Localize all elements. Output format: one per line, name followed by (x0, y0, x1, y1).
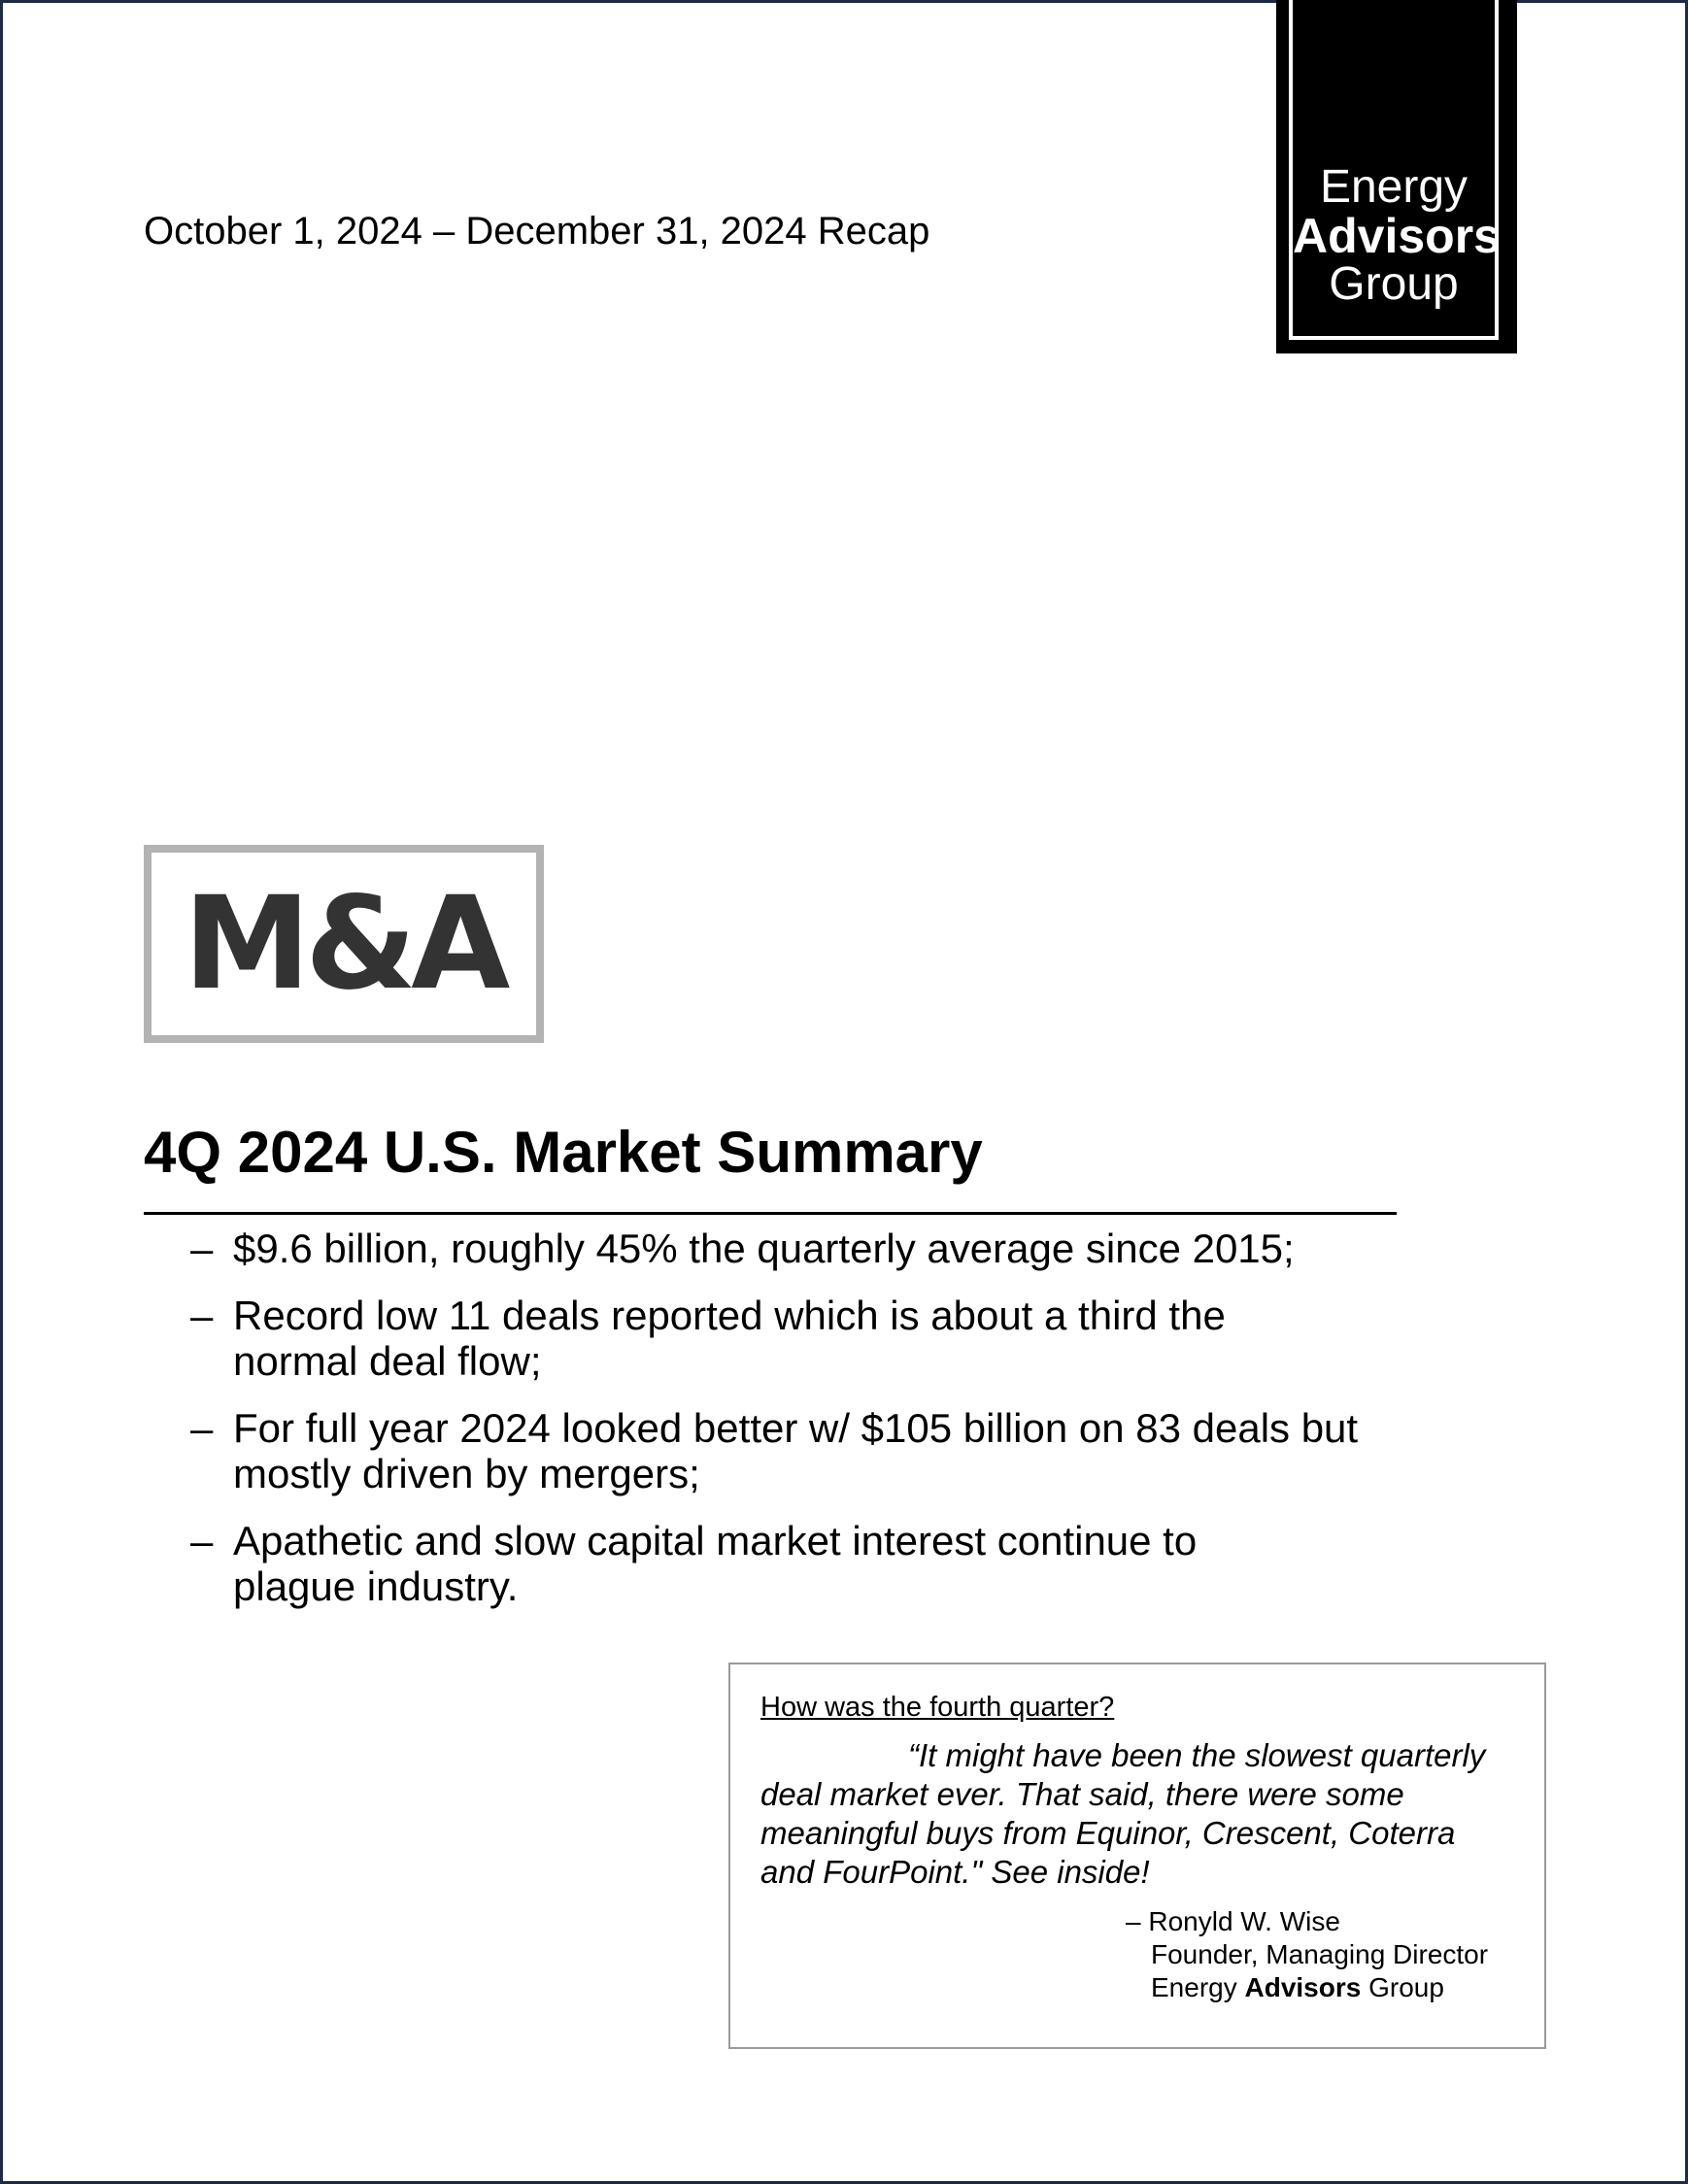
bullet-text: Apathetic and slow capital market interest continue to plague industry. (233, 1518, 1198, 1609)
bullet-text: For full year 2024 looked better w/ $105 billion on 83 deals but mostly driven by mergers; (233, 1405, 1359, 1496)
bullet-dash: – (190, 1518, 214, 1563)
bullet-dash: – (190, 1293, 214, 1338)
quote-author: – Ronyld W. Wise (1126, 1906, 1340, 1936)
logo-line-group: Group (1329, 258, 1459, 310)
mna-badge-text: M&A (183, 869, 505, 1019)
summary-bullets (190, 1220, 1453, 1630)
logo-line-advisors: Advisors (1293, 209, 1501, 263)
title-underline (144, 1212, 1397, 1215)
quote-attribution (1126, 1905, 1515, 2004)
quote-org-prefix: Energy (1151, 1972, 1245, 2002)
bullet-dash: – (190, 1405, 214, 1451)
bullet-item (190, 1226, 1350, 1271)
mna-badge (144, 845, 544, 1043)
quote-org (1126, 1971, 1515, 2004)
quote-text: “It might have been the slowest quarterly deal market ever. That said, there were some meaningful buys from Equinor, Crescent, Coterra and FourPoint." See inside! (760, 1737, 1486, 1890)
bullet-dash: – (190, 1226, 214, 1271)
bullet-item (190, 1518, 1301, 1609)
bullet-item (190, 1293, 1321, 1384)
company-logo (1276, 0, 1517, 353)
bullet-item (190, 1405, 1447, 1496)
quote-role: Founder, Managing Director (1151, 1939, 1489, 1969)
quote-question: How was the fourth quarter? (760, 1692, 1115, 1723)
quote-org-bold: Advisors (1244, 1972, 1362, 2002)
bullet-text: $9.6 billion, roughly 45% the quarterly average since 2015; (233, 1226, 1295, 1271)
quote-org-suffix: Group (1361, 1972, 1444, 2002)
logo-line-energy: Energy (1319, 161, 1469, 213)
quote-box (728, 1663, 1546, 2049)
logo-frame (1289, 0, 1499, 340)
summary-title: 4Q 2024 U.S. Market Summary (144, 1120, 983, 1185)
bullet-text: Record low 11 deals reported which is about a third the normal deal flow; (233, 1293, 1226, 1384)
date-range: October 1, 2024 – December 31, 2024 Recap (144, 210, 930, 252)
